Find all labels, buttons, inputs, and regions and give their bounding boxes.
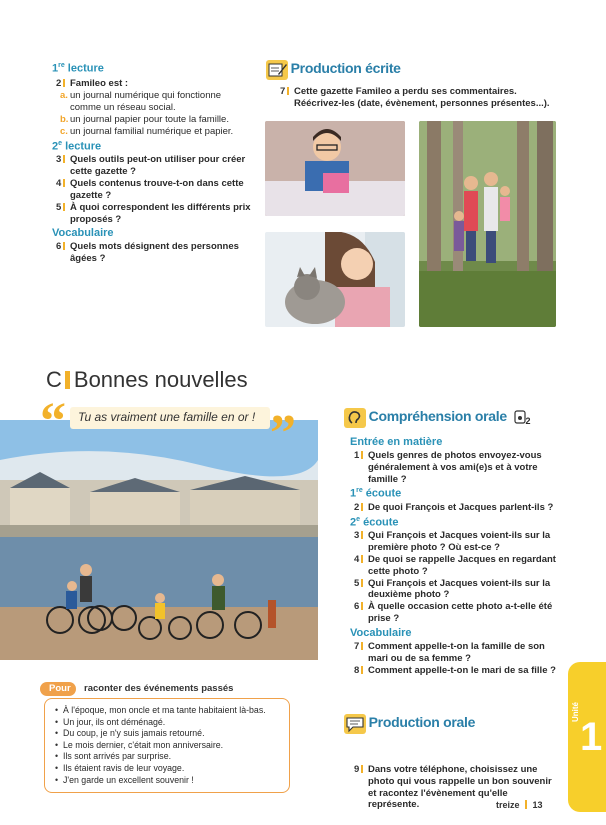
question-4: 4 Quels contenus trouve-t-on dans cette gazette ? [56, 177, 244, 201]
option-b: b. un journal papier pour toute la famille. [60, 114, 229, 126]
speech-bubble-icon [344, 714, 366, 734]
reading-questions [52, 62, 252, 265]
comprehension-heading [344, 408, 574, 428]
unit-word: Unité [571, 702, 580, 722]
production-ecrite-heading [266, 60, 566, 80]
question-3: 3 Quels outils peut-on utiliser pour créer cette gazette ? [56, 154, 246, 178]
option-c: c. un journal familial numérique et papier. [60, 125, 234, 137]
question-6-orale: 6 À quelle occasion cette photo a-t-elle été prise ? [354, 601, 553, 625]
photo-family-forest [419, 121, 556, 327]
pour-box [44, 684, 290, 793]
question-6: 6 Quels mots désignent des personnes âgées ? [56, 241, 239, 265]
lecture2-heading: 2e lecture [52, 139, 102, 153]
vocabulary-heading-orale: Vocabulaire [350, 627, 412, 640]
list-item: • Le mois dernier, c'était mon anniversaire. [55, 740, 279, 752]
open-quote-mark: “ [40, 393, 66, 450]
question-1: 1 Quels genres de photos envoyez-vous généralement à vos ami(e)s et à votre famille ? [354, 449, 542, 485]
production-ecrite-title: Production écrite [290, 60, 401, 76]
question-3-orale: 3 Qui François et Jacques voient-ils sur la première photo ? Où est-ce ? [354, 530, 551, 553]
pencil-icon [266, 60, 288, 80]
list-item: • Du coup, je n'y suis jamais retourné. [55, 728, 279, 740]
question-5-orale: 5 Qui François et Jacques voient-ils sur la deuxième photo ? [354, 577, 551, 601]
list-item: • Ils sont arrivés par surprise. [55, 751, 279, 763]
question-7-orale: 7 Comment appelle-t-on la famille de son mari ou de sa femme ? [354, 640, 545, 664]
question-9: 9 Dans votre téléphone, choisissez une photo qui vous rappelle un bon souvenir et racontez l'évènement qu'elle représente. [354, 763, 552, 811]
page-number: 13 [532, 800, 543, 810]
question-7-ecrite: 7 Cette gazette Famileo a perdu ses commentaires. Réécrivez-les (date, évènement, personnes présentes...). [280, 86, 550, 109]
lecture1-heading: 1re lecture [52, 62, 104, 75]
production-orale-heading [344, 714, 564, 734]
ecoute1-heading: 1re écoute [350, 487, 402, 501]
list-item: • À l'époque, mon oncle et ma tante habitaient là-bas. [55, 705, 279, 717]
unit-number: 1 [580, 715, 603, 759]
page-word: treize [496, 800, 520, 810]
ecoute2-heading: 2e écoute [350, 515, 399, 529]
question-2: 2 Famileo est : [56, 78, 129, 90]
comprehension-questions [350, 436, 560, 676]
option-a: a. un journal numérique qui fonctionne comme un réseau social. [60, 90, 222, 114]
question-4-orale: 4 De quoi se rappelle Jacques en regardant cette photo ? [354, 553, 556, 577]
photo-girl-cat [265, 232, 405, 327]
audio-track-icon: 2 [514, 410, 531, 427]
quote-banner [40, 393, 308, 462]
quote-text: Tu as vraiment une famille en or ! [70, 407, 270, 429]
list-item: • J'en garde un excellent souvenir ! [55, 775, 279, 787]
ear-icon [344, 408, 366, 428]
production-orale-title: Production orale [368, 714, 476, 730]
unit-tab [568, 662, 606, 812]
vocabulary-heading: Vocabulaire [52, 227, 114, 240]
pour-title: raconter des événements passés [84, 683, 234, 694]
entree-heading: Entrée en matière [350, 436, 443, 448]
question-5: 5 À quoi correspondent les différents prix proposés ? [56, 201, 251, 225]
list-item: • Ils étaient ravis de leur voyage. [55, 763, 279, 775]
section-c-title: C Bonnes nouvelles [46, 367, 248, 392]
pour-badge: Pour [40, 682, 76, 696]
list-item: • Un jour, ils ont déménagé. [55, 717, 279, 729]
pour-list [44, 698, 290, 793]
page-footer [496, 800, 543, 811]
comprehension-title: Compréhension orale [368, 408, 507, 424]
photo-boy-gift [265, 121, 405, 216]
question-2-orale: 2 De quoi François et Jacques parlent-ils ? [354, 501, 554, 513]
close-quote-mark: ” [270, 405, 296, 462]
question-8-orale: 8 Comment appelle-t-on le mari de sa fille ? [354, 664, 556, 676]
